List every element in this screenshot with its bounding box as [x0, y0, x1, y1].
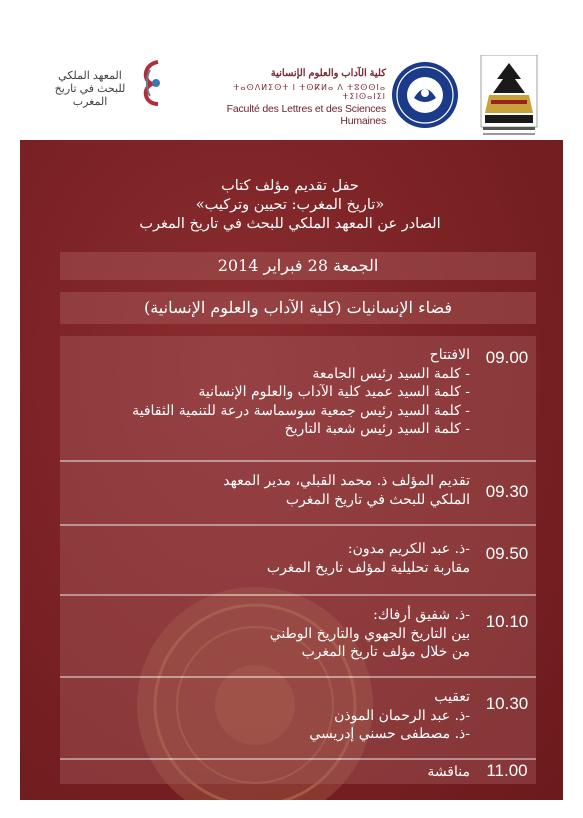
event-venue: فضاء الإنسانيات (كلية الآداب والعلوم الإنسانية)	[60, 292, 536, 324]
faculty-name-tifinagh: ⵜⴰⵙⴷⵍⵉⵙⵜ ⵏ ⵜⵙⴽⵍⴰ ⴷ ⵜⵓⵙⵙⵏⴰ ⵜⵉⵏⵙⴰⵏⵉⵏ	[233, 83, 386, 101]
schedule-time: 09.00	[485, 348, 529, 367]
schedule-line: تعقيب	[434, 689, 470, 705]
institute-name-line: المعهد الملكي	[58, 70, 122, 82]
faculty-emblem-icon	[390, 60, 460, 130]
schedule-line: -ذ. شفيق أرفاك:	[373, 607, 470, 623]
schedule-line: من خلال مؤلف تاريخ المغرب	[301, 644, 470, 660]
schedule-line: - كلمة السيد رئيس شعبة التاريخ	[284, 421, 470, 437]
association-logo-icon	[475, 55, 543, 141]
schedule-time: 09.50	[485, 544, 529, 563]
poster	[20, 20, 563, 800]
faculty-name-french: Faculté des Lettres et des Sciences Humaines	[226, 103, 386, 127]
schedule-row	[60, 526, 536, 594]
schedule-row	[60, 678, 536, 758]
schedule-line: مقاربة تحليلية لمؤلف تاريخ المغرب	[266, 559, 470, 576]
schedule-time: 11.00	[486, 761, 528, 780]
faculty-name-arabic: كلية الآداب والعلوم الإنسانية	[270, 68, 386, 79]
institute-name-line: المغرب	[72, 96, 108, 108]
intro-line: «تاريخ المغرب: تحيين وتركيب»	[195, 197, 385, 213]
header	[20, 20, 563, 140]
schedule-line: - كلمة السيد رئيس الجامعة	[312, 365, 470, 382]
schedule-line: -ذ. مصطفى حسني إدريسي	[309, 726, 470, 742]
schedule-description	[66, 688, 470, 744]
schedule-line: الافتتاح	[429, 347, 470, 363]
schedule-line: مناقشة	[427, 764, 470, 780]
intro-line: الصادر عن المعهد الملكي للبحث في تاريخ المغرب	[139, 216, 441, 232]
schedule-description	[66, 472, 470, 509]
schedule-line: -ذ. عبد الرحمان الموذن	[334, 707, 470, 724]
institute-logo-icon	[138, 58, 166, 108]
schedule-line: الملكي للبحث في تاريخ المغرب	[285, 491, 470, 508]
institute-name	[46, 70, 134, 109]
faculty-name-block	[196, 68, 386, 127]
event-date: الجمعة 28 فبراير 2014	[60, 252, 536, 280]
schedule-time: 09.30	[485, 482, 529, 501]
schedule-time: 10.10	[485, 612, 529, 631]
schedule-line: -ذ. عبد الكريم مدون:	[347, 541, 470, 557]
schedule-row	[60, 462, 536, 524]
intro-line: حفل تقديم مؤلف كتاب	[221, 178, 359, 194]
schedule-description	[66, 763, 470, 782]
schedule-line: تقديم المؤلف ذ. محمد القبلي، مدير المعهد	[223, 473, 470, 489]
schedule-line: - كلمة السيد رئيس جمعية سوسماسة درعة للتنمية الثقافية	[132, 402, 470, 419]
institute-name-line: للبحث في تاريخ	[54, 83, 126, 95]
event-intro	[70, 177, 510, 234]
schedule-row	[60, 336, 536, 460]
schedule-line: بين التاريخ الجهوي والتاريخ الوطني	[269, 625, 470, 642]
schedule-time: 10.30	[485, 694, 529, 713]
schedule-row	[60, 760, 536, 784]
schedule-description	[66, 606, 470, 662]
schedule-row	[60, 596, 536, 676]
schedule-description	[66, 346, 470, 439]
schedule	[60, 336, 536, 784]
schedule-line: - كلمة السيد عميد كلية الآداب والعلوم الإنسانية	[198, 384, 470, 400]
schedule-description	[66, 540, 470, 577]
